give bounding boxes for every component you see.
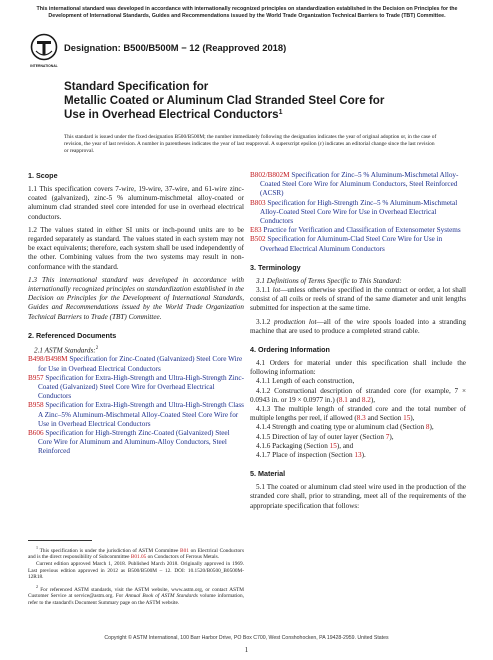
link-8-1[interactable]: 8.1 (338, 395, 348, 404)
ordering-4-1-4: 4.1.4 Strength and coating type or aluminum clad (Section 8), (256, 423, 434, 432)
wto-notice: This international standard was developed in accordance with internationally recognized principles on standardization established in the Decision on Principles for the Development of International Standards, Guides and Recommendations issued by the World Trade Organization Technical Barriers to Trade (TBT) Committee. (36, 6, 458, 19)
svg-text:INTERNATIONAL: INTERNATIONAL (30, 64, 58, 68)
astm-standards-subheading: 2.1 ASTM Standards:$^2$ (34, 345, 99, 355)
footnote-1: $^1$ This specification is under the jurisdiction of ASTM Committee B01 on Electrical Conductors and is the direct responsibility of Subcommittee B01.05 on Conductors of Ferrous Metals. Current edition approved March 1, 2018. Published March 2018. Originally approved in 1969. Last previous edition approved in 2012 as B500/B500M – 12. DOI: 10.1520/B0500_B0500M-12R18. $^2$ For referenced ASTM standards, visit the ASTM website, www.astm.org, or contact ASTM Customer Service at service@astm.org. For Annual Book of ASTM Standards volume information, refer to the standard's Document Summary page on the ASTM website. (28, 545, 245, 606)
standard-issue-note: This standard is issued under the fixed designation B500/B500M; the number immediately following the designation indicates the year of original adoption or, in the case of revision, the year of last revision. A number in parentheses indicates the year of last reapproval. A superscript epsilon (ε) indicates an editorial change since the last revision or reapproval. (64, 134, 437, 154)
copyright: Copyright © ASTM International, 100 Barr Harbor Drive, PO Box C700, West Conshohocken, PA 19428-2959. United States (104, 635, 389, 641)
astm-logo-icon (30, 33, 58, 71)
ordering-4-1-2: 4.1.2 Constructional description of stranded core (for example, 7 × 0.0943 in. or 19 × 0.0977 in.) (8.1 and 8.2), (250, 386, 466, 404)
referenced-documents-heading: 2. Referenced Documents (28, 330, 117, 340)
ref-e83[interactable]: E83 Practice for Verification and Classification of Extensometer Systems (250, 226, 461, 235)
footnote-2: $^2$ For referenced ASTM standards, visit the ASTM website, www.astm.org, or contact ASTM Customer Service at service@astm.org. For Annual Book of ASTM Standards volume information, refer to the standard's Document Summary page on the ASTM website. (28, 583, 244, 606)
link-section-13[interactable]: 13 (354, 451, 362, 460)
link-section-7[interactable]: 7 (385, 432, 390, 441)
scope-1-1: 1.1 This specification covers 7-wire, 19-wire, 37-wire, and 61-wire zinc-coated (galvanized), zinc-5 % aluminum-mischmetal alloy-coated or aluminum clad stranded steel core intended for use in overhead electrical conductors. (28, 185, 244, 221)
left-column (28, 171, 244, 457)
designation: Designation: B500/B500M − 12 (Reapproved 2018) (64, 42, 287, 53)
ref-b958[interactable]: B958 Specification for Extra-High-Strength and Ultra-High-Strength Class A Zinc–5% Aluminum-Mischmetal Alloy-Coated Steel Core Wire for Use in Overhead Electrical Conductors (28, 401, 244, 428)
ref-b802[interactable]: B802/B802M Specification for Zinc–5 % Aluminum-Mischmetal Alloy-Coated Steel Core Wire for Aluminum Conductors, Steel Reinforced (ACSR) (250, 171, 459, 198)
title-line-1: Standard Specification for (64, 80, 209, 93)
title-footnote-mark: 1 (278, 109, 283, 116)
material-5-1: 5.1 The coated or aluminum clad steel wire used in the production of the stranded core shall, prior to stranding, meet all of the requirements of the appropriate specification that follows: (250, 483, 466, 510)
ordering-heading: 4. Ordering Information (250, 345, 330, 355)
terminology-3-1-2: 3.1.2 production lot—all of the wire spools loaded into a stranding machine that are used to produce a completed strand cable. (250, 317, 466, 335)
ref-b502[interactable]: B502 Specification for Aluminum-Clad Steel Core Wire for Use in Overhead Electrical Aluminum Conductors (250, 235, 443, 253)
ordering-4-1-5: 4.1.5 Direction of lay of outer layer (Section 7), (256, 432, 394, 441)
right-column (250, 171, 466, 511)
link-b01-05[interactable]: B01.05 (130, 554, 147, 561)
page-number: 1 (244, 646, 249, 654)
ordering-4-1-7: 4.1.7 Place of inspection (Section 13). (256, 451, 366, 460)
link-section-8[interactable]: 8 (425, 423, 430, 432)
link-8-2[interactable]: 8.2 (361, 395, 371, 404)
ordering-4-1-1: 4.1.1 Length of each construction, (256, 377, 355, 386)
ref-b957[interactable]: B957 Specification for Extra-High-Strength and Ultra-High-Strength Zinc-Coated (Galvanized) Steel Core Wire for Overhead Electrical Conductors (28, 373, 244, 401)
scope-1-2: 1.2 The values stated in either SI units or inch-pound units are to be regarded separately as standard. The values stated in each system may not be exact equivalents; therefore, each system shall be used independently of the other. Combining values from the two systems may result in non-conformance with the standard. (28, 225, 244, 271)
link-section-15[interactable]: 15 (403, 414, 411, 423)
link-section-15b[interactable]: 15 (329, 441, 337, 450)
document-title (64, 80, 444, 122)
ordering-4-1: 4.1 Orders for material under this specification shall include the following information: (250, 359, 466, 377)
terminology-heading: 3. Terminology (250, 262, 301, 272)
footnote-rule (28, 540, 92, 541)
link-8-3[interactable]: 8.3 (356, 414, 366, 423)
scope-heading: 1. Scope (28, 171, 58, 180)
material-heading: 5. Material (250, 469, 286, 479)
ref-b803[interactable]: B803 Specification for High-Strength Zinc–5 % Aluminum-Mischmetal Alloy-Coated Steel Core Wire for Use in Overhead Electrical Conductors (250, 198, 458, 226)
title-line-2: Metallic Coated or Aluminum Clad Stranded Steel Core for (64, 94, 385, 107)
ref-b606[interactable]: B606 Specification for High-Strength Zinc-Coated (Galvanized) Steel Core Wire for Aluminum and Aluminum-Alloy Conductors, Steel Reinforced (28, 429, 230, 456)
scope-1-3: 1.3 This international standard was developed in accordance with internationally recognized principles on standardization established in the Decision on Principles for the Development of International Standards, Guides and Recommendations issued by the World Trade Organization Technical Barriers to Trade (TBT) Committee. (28, 275, 244, 321)
title-line-3: Use in Overhead Electrical Conductors$^1$ (64, 108, 283, 121)
ref-b498[interactable]: B498/B498M Specification for Zinc-Coated (Galvanized) Steel Core Wire for Use in Overhead Electrical Conductors (28, 355, 243, 373)
ordering-4-1-3: 4.1.3 The multiple length of stranded core and the total number of multiple lengths per reel, if allowed (8.3 and Section 15), (250, 405, 466, 423)
terminology-3-1: 3.1 Definitions of Terms Specific to This Standard: (256, 276, 402, 285)
link-b01[interactable]: B01 (180, 547, 189, 554)
ordering-4-1-6: 4.1.6 Packaging (Section 15), and (256, 441, 354, 450)
terminology-3-1-1: 3.1.1 lot—unless otherwise specified in the contract or order, a lot shall consist of all coils or reels of strand of the same diameter and unit lengths submitted for inspection at the same time. (250, 286, 467, 313)
